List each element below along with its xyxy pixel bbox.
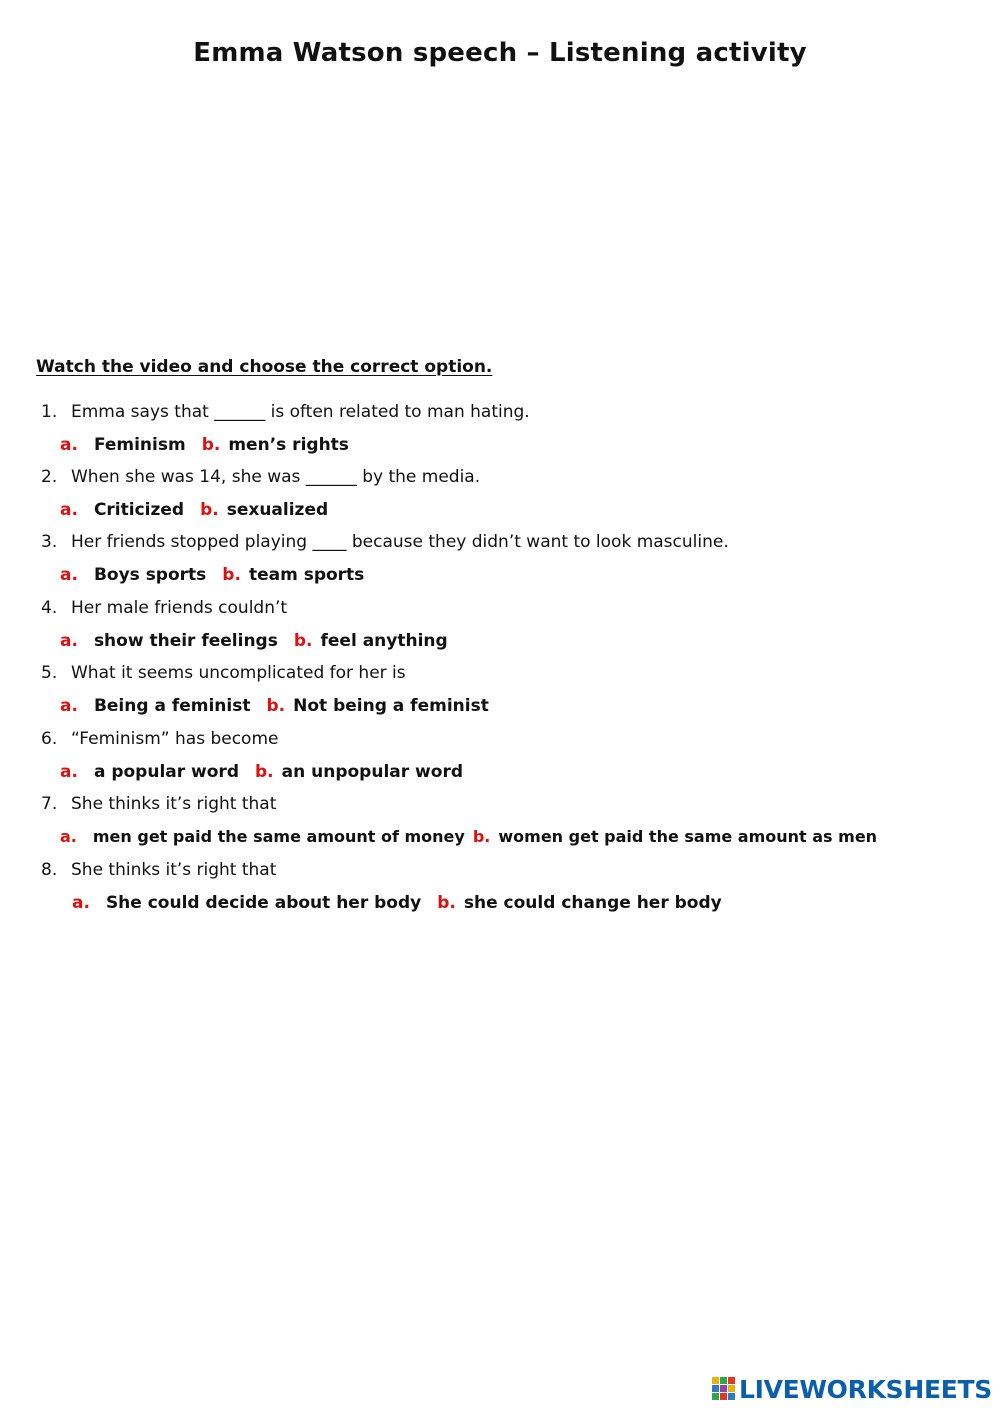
option-b-label: b. (201, 435, 221, 455)
option-b-label: b. (437, 893, 456, 913)
option-b-label: b. (200, 500, 219, 520)
option-a-text[interactable]: a popular word (93, 762, 239, 782)
option-a-text[interactable]: Boys sports (93, 565, 207, 585)
option-a-label: a. (72, 893, 90, 913)
logo-text: LIVEWORKSHEETS (738, 1374, 992, 1404)
question-text: Emma says that ______ is often related to man hating. (71, 402, 530, 422)
option-a-text[interactable]: Being a feminist (93, 696, 251, 716)
options-2 (60, 500, 328, 530)
option-a-label: a. (60, 500, 78, 520)
options-7 (60, 827, 877, 857)
question-number: 1. (41, 402, 58, 422)
option-b-text[interactable]: team sports (248, 565, 365, 585)
question-text: She thinks it’s right that (71, 794, 277, 814)
question-text: She thinks it’s right that (71, 860, 277, 880)
option-b-text[interactable]: Not being a feminist (293, 696, 489, 716)
page-title: Emma Watson speech – Listening activity (193, 38, 807, 68)
option-b-label: b. (293, 631, 313, 651)
option-b-label: b. (222, 565, 241, 585)
question-text: “Feminism” has become (71, 729, 279, 749)
option-a-text[interactable]: show their feelings (93, 631, 278, 651)
option-b-text[interactable]: women get paid the same amount as men (498, 827, 878, 846)
question-number: 4. (41, 598, 58, 618)
option-b-text[interactable]: sexualized (226, 500, 329, 520)
option-a-label: a. (60, 565, 78, 585)
liveworksheets-logo-icon (712, 1377, 736, 1401)
liveworksheets-logo (712, 1375, 992, 1403)
options-3 (60, 565, 364, 595)
option-b-text[interactable]: men’s rights (228, 435, 349, 455)
options-6 (60, 762, 463, 792)
option-b-text[interactable]: she could change her body (463, 893, 722, 913)
option-a-label: a. (60, 827, 77, 846)
question-text: Her male friends couldn’t (71, 598, 288, 618)
options-5 (60, 696, 489, 726)
option-a-label: a. (60, 631, 78, 651)
option-a-label: a. (60, 435, 78, 455)
option-b-text[interactable]: an unpopular word (281, 762, 463, 782)
question-number: 3. (41, 532, 58, 552)
options-1 (60, 435, 349, 465)
option-a-label: a. (60, 762, 78, 782)
instruction-text: Watch the video and choose the correct option. (36, 357, 493, 377)
question-number: 2. (41, 467, 58, 487)
option-b-label: b. (472, 827, 491, 846)
option-b-label: b. (255, 762, 274, 782)
options-4 (60, 631, 448, 661)
question-text: When she was 14, she was ______ by the media. (71, 467, 481, 487)
option-a-text[interactable]: Feminism (93, 435, 186, 455)
question-text: Her friends stopped playing ____ because they didn’t want to look masculine. (71, 532, 729, 552)
options-8 (72, 893, 722, 923)
question-number: 7. (41, 794, 58, 814)
question-text: What it seems uncomplicated for her is (71, 663, 406, 683)
option-a-label: a. (60, 696, 78, 716)
option-a-text[interactable]: She could decide about her body (105, 893, 422, 913)
option-b-label: b. (266, 696, 286, 716)
question-number: 8. (41, 860, 58, 880)
question-number: 6. (41, 729, 58, 749)
option-b-text[interactable]: feel anything (320, 631, 448, 651)
option-a-text[interactable]: Criticized (93, 500, 185, 520)
option-a-text[interactable]: men get paid the same amount of money (92, 827, 465, 846)
question-number: 5. (41, 663, 58, 683)
